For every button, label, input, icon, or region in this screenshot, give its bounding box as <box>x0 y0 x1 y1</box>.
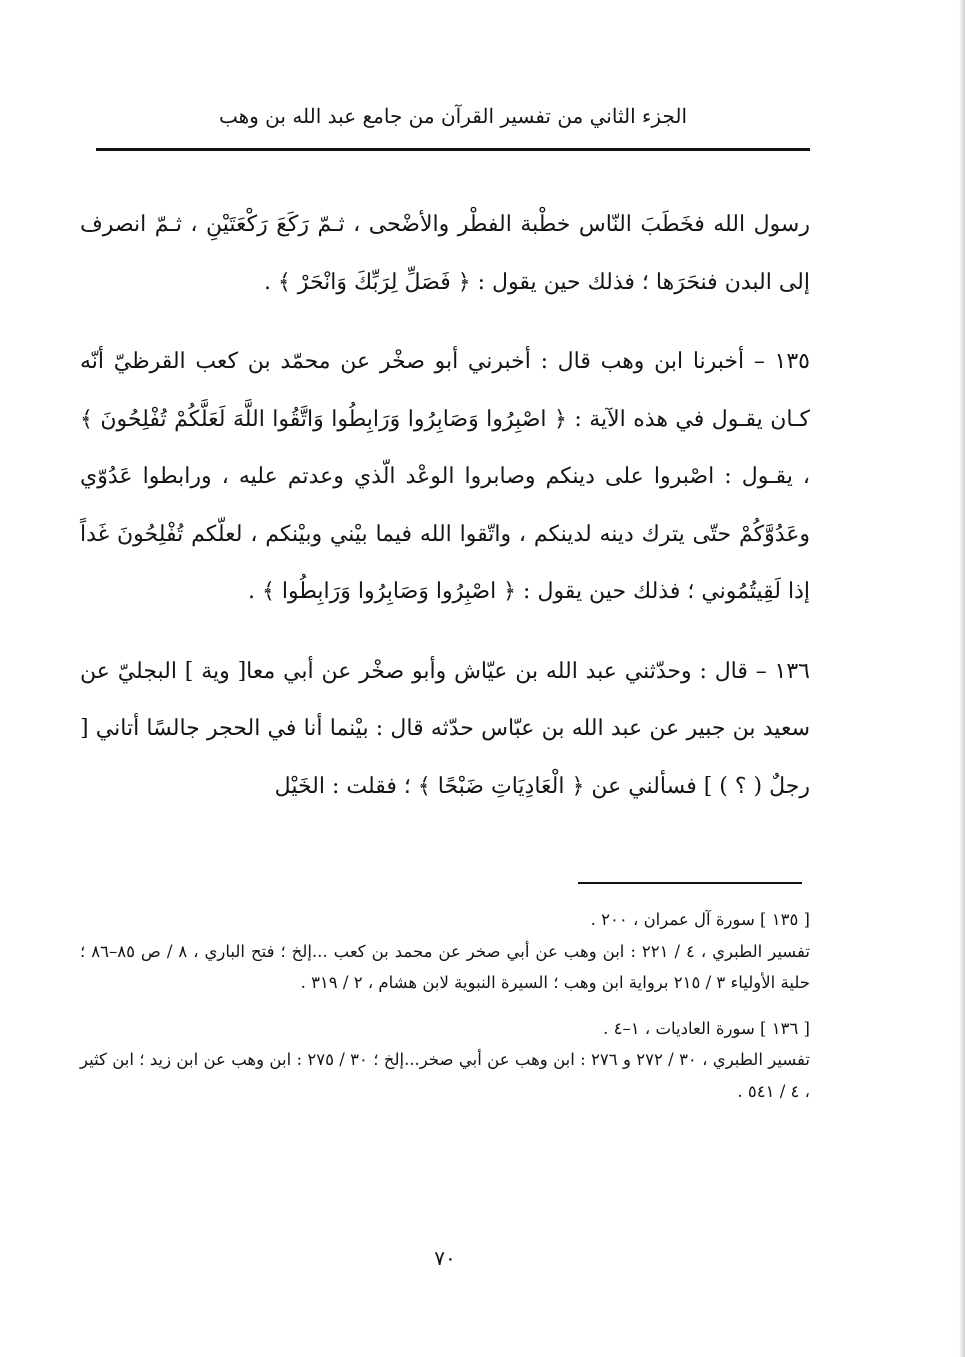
footnote-136 <box>80 1013 810 1108</box>
paragraph-135: ١٣٥ – أخبرنا ابن وهب قال : أخبرني أبو صخْر عن محمّد بن كعب القرظيّ أنّه كـان يقـول في هذه الآية : ﴿ اصْبِرُوا وَصَابِرُوا وَرَابِطُوا وَاتَّقُوا اللَّهَ لَعَلَّكُمْ تُفْلِحُونَ ﴾ ، يقـول : اصْبروا على دينكم وصابروا الوعْد الّذي وعدتم عليه ، ورابطوا عَدُوّي وعَدُوَّكُمْ حتّى يترك دينه لدينكم ، واتّقوا الله فيما بيْني وبيْنكم ، لعلّكم تُفْلِحُونَ غَداً إذا لَقِيتُمُوني ؛ فذلك حين يقول : ﴿ اصْبِرُوا وَصَابِرُوا وَرَابِطُوا ﴾ . <box>80 349 810 604</box>
footnote-divider <box>578 882 802 884</box>
footnote-135 <box>80 904 810 999</box>
running-title: الجزء الثاني من تفسير القرآن من جامع عبد الله بن وهب <box>218 104 688 128</box>
header-divider <box>96 148 810 151</box>
paragraph-136: ١٣٦ – قال : وحدّثني عبد الله بن عيّاش وأبو صخْر عن أبي معا[ وية ] البجليّ عن سعيد بن جبير عن عبد الله بن عبّاس حدّثه قال : بيْنما أنا في الحجر جالسًا أتاني [ رجلٌ ( ؟ ) ] فسألني عن ﴿ الْعَادِيَاتِ ضَبْحًا ﴾ ؛ فقلت : الخَيْل <box>80 658 810 799</box>
scan-edge-shadow <box>959 0 965 1357</box>
footnote-136-source: [ ١٣٦ ] سورة العاديات ، ١–٤ . <box>603 1018 810 1038</box>
page-number: ٧٠ <box>434 1246 456 1270</box>
footnote-136-references: تفسير الطبري ، ٣٠ / ٢٧٢ و ٢٧٦ : ابن وهب عن أبي صخر...إلخ ؛ ٣٠ / ٢٧٥ : ابن وهب عن ابن زيد ؛ ابن كثير ، ٤ / ٥٤١ . <box>80 1050 810 1101</box>
footnote-135-source: [ ١٣٥ ] سورة آل عمران ، ٢٠٠ . <box>590 910 810 929</box>
footnote-135-references: تفسير الطبري ، ٤ / ٢٢١ : ابن وهب عن أبي صخر عن محمد بن كعب ...إلخ ؛ فتح الباري ، ٨ / ص ٨٥–٨٦ ؛ حلية الأولياء ٣ / ٢١٥ برواية ابن وهب ؛ السيرة النبوية لابن هشام ، ٢ / ٣١٩ . <box>80 941 810 992</box>
main-text <box>80 196 810 815</box>
paragraph-continuation: رسول الله فخَطَبَ النّاس خطْبة الفطْر والأضْحى ، ثـمّ رَكَعَ رَكْعَتَيْنِ ، ثـمّ انصرف إلى البدن فنحَرَها ؛ فذلك حين يقول : ﴿ فَصَلِّ لِرَبِّكَ وَانْحَرْ ﴾ . <box>80 212 810 295</box>
footnotes <box>80 904 810 1121</box>
